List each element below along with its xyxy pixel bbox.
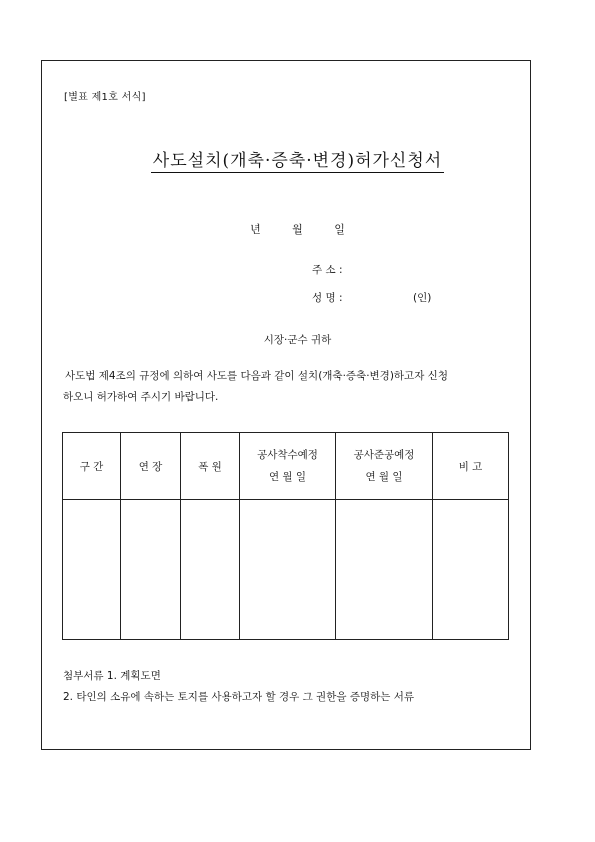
- body-line-1: 사도법 제4조의 규정에 의하여 사도를 다음과 같이 설치(개축·증축·변경)하고자 신청: [65, 370, 448, 382]
- cell-remarks[interactable]: [433, 500, 509, 640]
- application-table: [62, 432, 509, 640]
- name-label: 성 명 :: [312, 292, 343, 304]
- request-body: [63, 366, 533, 408]
- header-section: 구 간: [63, 433, 121, 500]
- seal-mark: (인): [413, 292, 432, 304]
- header-remarks: 비 고: [433, 433, 509, 500]
- body-line-2: 하오니 허가하여 주시기 바랍니다.: [63, 391, 219, 403]
- cell-start-date[interactable]: [240, 500, 336, 640]
- header-finish-date: 공사준공예정 연 월 일: [336, 433, 433, 500]
- table-header-row: [63, 433, 509, 500]
- table-row: [63, 500, 509, 640]
- document-title: [0, 146, 595, 171]
- cell-section[interactable]: [63, 500, 121, 640]
- recipient-line: 시장·군수 귀하: [263, 334, 332, 346]
- date-line: 년 월 일: [250, 223, 345, 236]
- cell-width[interactable]: [181, 500, 240, 640]
- header-start-date: 공사착수예정 연 월 일: [240, 433, 336, 500]
- header-width: 폭 원: [181, 433, 240, 500]
- attachment-line-1: 첨부서류 1. 계획도면: [63, 670, 161, 682]
- address-label: 주 소 :: [312, 264, 343, 276]
- attachment-line-2: 2. 타인의 소유에 속하는 토지를 사용하고자 할 경우 그 권한을 증명하는 서류: [63, 691, 415, 703]
- header-length: 연 장: [121, 433, 181, 500]
- form-number-label: [별표 제1호 서식]: [64, 92, 146, 103]
- title-text: 사도설치(개축·증축·변경)허가신청서: [152, 151, 443, 171]
- cell-length[interactable]: [121, 500, 181, 640]
- cell-finish-date[interactable]: [336, 500, 433, 640]
